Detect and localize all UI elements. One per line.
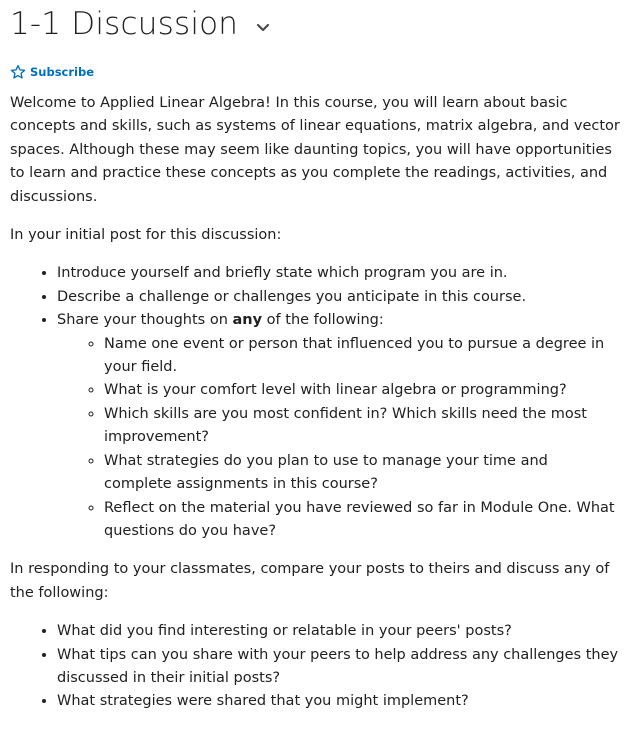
- share-suffix: of the following:: [262, 312, 384, 329]
- page-title: 1-1 Discussion: [10, 6, 239, 42]
- share-sublist: [57, 333, 620, 544]
- initial-post-list: [10, 262, 620, 543]
- discussion-description: [10, 92, 620, 714]
- initial-post-heading: In your initial post for this discussion:: [10, 227, 282, 244]
- list-item-share: [57, 309, 620, 543]
- title-row: [10, 0, 620, 48]
- sublist-item: ◦ Which skills are you most confident in? Which skills need the most improvement?: [104, 403, 620, 450]
- share-emphasis: any: [232, 312, 263, 329]
- list-item: • Describe a challenge or challenges you anticipate in this course.: [57, 286, 620, 309]
- list-item: • What did you find interesting or relatable in your peers' posts?: [57, 620, 620, 643]
- sublist-item: ◦ Reflect on the material you have reviewed so far in Module One. What questions do you have?: [104, 497, 620, 544]
- responding-heading: In responding to your classmates, compare your posts to theirs and discuss any of the following:: [10, 561, 610, 601]
- subscribe-label: Subscribe: [30, 65, 95, 79]
- list-item: • What tips can you share with your peers to help address any challenges they discussed in their initial posts?: [57, 644, 620, 691]
- sublist-item: ◦ Name one event or person that influenced you to pursue a degree in your field.: [104, 333, 620, 380]
- star-outline-icon: [10, 64, 26, 80]
- share-prefix: Share your thoughts on: [57, 312, 233, 329]
- responding-list: [10, 620, 620, 714]
- chevron-down-icon[interactable]: [254, 19, 272, 37]
- intro-paragraph: Welcome to Applied Linear Algebra! In this course, you will learn about basic concepts and skills, such as systems of linear equations, matrix algebra, and vector spaces. Although these may seem like daunting topics, you will have opportunities to learn and practice these concepts as you complete the readings, activities, and discussions.: [10, 95, 620, 205]
- sublist-item: ◦ What strategies do you plan to use to manage your time and complete assignments in this course?: [104, 450, 620, 497]
- subscribe-button[interactable]: [10, 62, 620, 82]
- list-item: • Introduce yourself and briefly state which program you are in.: [57, 262, 620, 285]
- sublist-item: ◦ What is your comfort level with linear algebra or programming?: [104, 379, 620, 402]
- list-item: • What strategies were shared that you might implement?: [57, 690, 620, 713]
